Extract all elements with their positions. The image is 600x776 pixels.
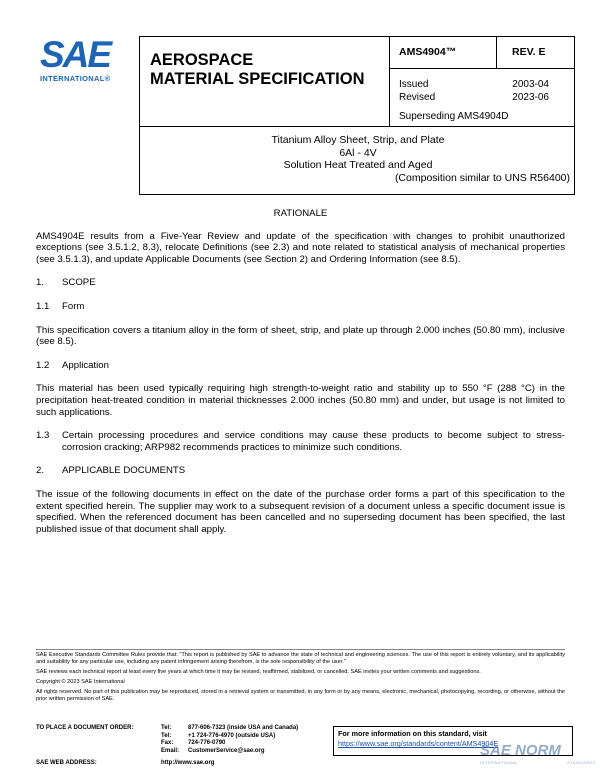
issued-date: 2003-04	[512, 79, 549, 90]
watermark-logo	[480, 742, 596, 772]
tel-value: +1 724-776-4970 (outside USA)	[188, 732, 276, 739]
section-heading	[36, 465, 565, 477]
footer-paragraph: All rights reserved. No part of this publication may be reproduced, stored in a retrieval system or transmitted, in any form or by any means, electronic, mechanical, photocopying, recording, or otherwise, without the prior written permission of SAE.	[36, 689, 565, 703]
watermark-left: INTERNATIONAL	[480, 760, 519, 765]
fax-value: 724-776-0790	[188, 740, 226, 746]
date-block	[399, 78, 549, 104]
logo-subtitle: INTERNATIONAL®	[40, 74, 111, 83]
tel-label: Tel:	[161, 725, 172, 731]
section-item	[36, 430, 565, 453]
revised-date: 2023-06	[512, 92, 549, 103]
header-divider	[389, 37, 390, 127]
document-number: AMS4904™	[399, 46, 457, 58]
footer-divider	[36, 649, 565, 650]
material-title-line: (Composition similar to UNS R56400)	[394, 171, 570, 184]
material-title-line: 6Al - 4V	[339, 146, 377, 159]
email-value[interactable]: CustomerService@sae.org	[188, 747, 265, 754]
document-body	[36, 208, 565, 535]
rationale-heading: RATIONALE	[273, 208, 328, 219]
more-info-title: For more information on this standard, visit	[338, 729, 487, 738]
watermark-subtext	[480, 760, 596, 765]
order-label: TO PLACE A DOCUMENT ORDER:	[36, 725, 134, 731]
revision-label: REV. E	[512, 46, 546, 58]
fax-label: Fax:	[161, 740, 174, 746]
tel-label: Tel:	[161, 732, 172, 739]
rationale-text: AMS4904E results from a Five-Year Review and update of the specification with changes to prohibit unauthorized exceptions (see 3.5.1.2, 8.3), relocate Definitions (see 2.3) and note related to statistical analysis of mechanical properties (see 3.5.1.3), and update Applicable Documents (see Section 2) and Ordering Information (see 8.5).	[36, 230, 565, 265]
footer-paragraph: SAE Executive Standards Committee Rules provide that: “This report is published by SAE to advance the state of technical and engineering sciences. The use of this report is entirely voluntary, and its applicability and suitability for any particular use, including any patent infringement arising therefrom, is the sole responsibility of the user.”	[36, 652, 565, 666]
web-label: SAE WEB ADDRESS:	[36, 760, 97, 766]
standard-link[interactable]: https://www.sae.org/standards/content/AMS4904E	[338, 739, 499, 748]
web-link[interactable]: http://www.sae.org	[161, 760, 215, 766]
section-heading	[36, 277, 565, 289]
logo-mark: SAE	[40, 34, 111, 75]
watermark-right: STANDARDS	[567, 760, 596, 765]
superseding-note: Superseding AMS4904D	[399, 111, 509, 122]
title-line-1: AEROSPACE	[150, 51, 254, 69]
document-type-title	[150, 51, 365, 89]
section-number: 1.3	[36, 430, 50, 442]
web-address	[36, 760, 214, 766]
title-line-2: MATERIAL SPECIFICATION	[150, 70, 365, 88]
section-title: SCOPE	[62, 277, 96, 289]
tel-value: 877-606-7323 (inside USA and Canada)	[188, 725, 299, 731]
section-title: APPLICABLE DOCUMENTS	[62, 465, 186, 477]
order-contact	[36, 725, 298, 755]
section-number: 1.1	[36, 300, 50, 312]
section-text: The issue of the following documents in effect on the date of the purchase order forms a part of this specification to the extent specified herein. The supplier may work to a subsequent revision of a document unless a specific document issue is specified. When the referenced document has been cancelled and no superseding document has been specified, the last published issue of that document shall apply.	[36, 488, 565, 535]
footer-paragraph: SAE reviews each technical report at least every five years at which time it may be revised, reaffirmed, stabilized, or cancelled. SAE invites your written comments and suggestions.	[36, 669, 481, 676]
section-heading	[36, 301, 565, 313]
section-heading	[36, 360, 565, 372]
copyright: Copyright © 2023 SAE International	[36, 679, 125, 686]
watermark-text: SAE NORM	[480, 742, 561, 759]
footer-notice	[36, 652, 565, 707]
header-divider	[496, 37, 497, 68]
material-title-box	[139, 126, 575, 195]
section-text: This specification covers a titanium alloy in the form of sheet, strip, and plate up through 2.000 inches (50.80 mm), inclusive (see 8.5).	[36, 324, 565, 348]
section-title: Form	[62, 300, 85, 312]
material-title	[140, 134, 576, 184]
header-box	[139, 36, 575, 127]
section-text: This material has been used typically requiring high strength-to-weight ratio and stability up to 550 °F (288 °C) in the precipitation heat-treated condition in material thicknesses 2.000 inches (50.80 mm) and under, but usage is not limited to such applications.	[36, 383, 565, 418]
section-title: Application	[62, 359, 109, 371]
material-title-line: Solution Heat Treated and Aged	[283, 159, 433, 171]
issued-label: Issued	[399, 79, 429, 90]
sae-logo	[40, 34, 118, 83]
material-title-line: Titanium Alloy Sheet, Strip, and Plate	[271, 134, 445, 146]
revised-label: Revised	[399, 92, 436, 103]
section-number: 1.	[36, 277, 45, 289]
email-label: Email:	[161, 747, 180, 754]
section-number: 1.2	[36, 359, 50, 371]
section-text: Certain processing procedures and service conditions may cause these products to become subject to stress-corrosion cracking; ARP982 recommends practices to minimize such conditions.	[62, 430, 565, 453]
header-divider	[389, 68, 575, 69]
section-number: 2.	[36, 465, 45, 477]
